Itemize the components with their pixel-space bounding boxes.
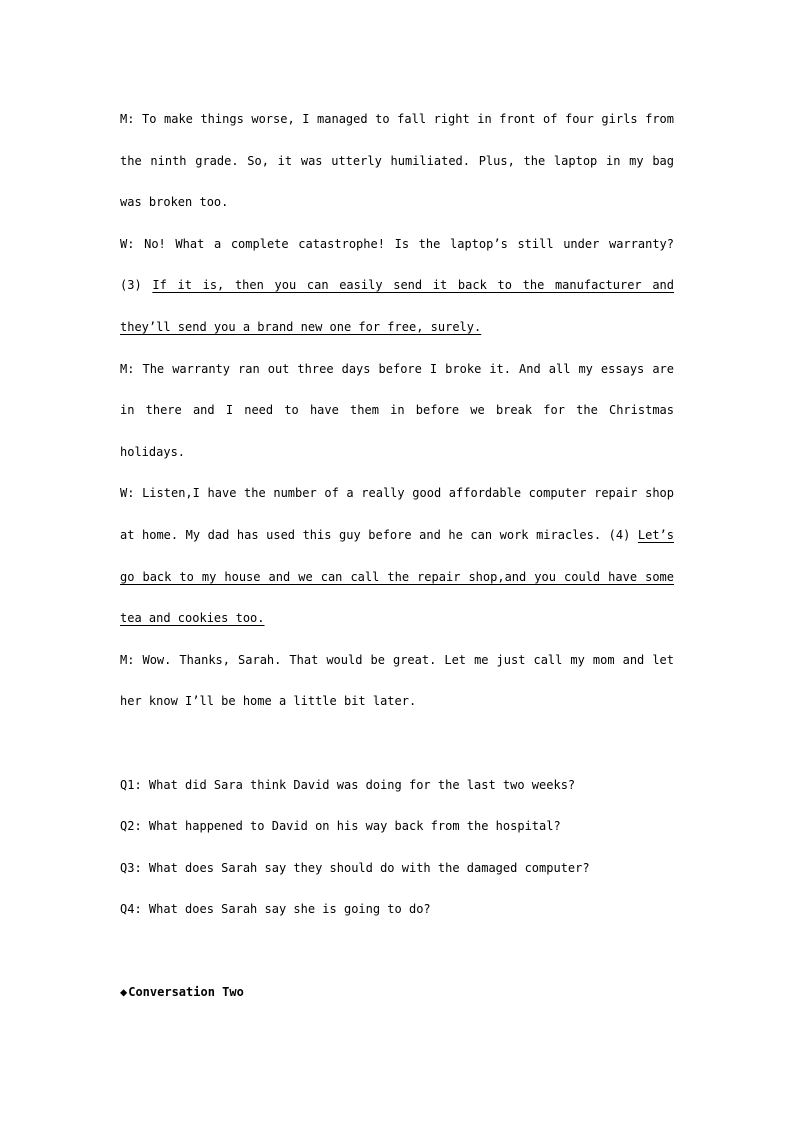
dialogue-line-w2 bbox=[120, 473, 674, 639]
spacer bbox=[120, 931, 674, 973]
document-page bbox=[120, 99, 674, 1014]
dialogue-line-m3 bbox=[120, 640, 674, 723]
dialogue-text: M: Wow. Thanks, Sarah. That would be great. Let me just call my mom and let her know I’ll be home a little bit later. bbox=[120, 652, 674, 709]
dialogue-text: M: To make things worse, I managed to fall right in front of four girls from the ninth grade. So, it was utterly humiliated. Plus, the laptop in my bag was broken too. bbox=[120, 112, 674, 210]
dialogue-line-w1 bbox=[120, 224, 674, 349]
question-1: Q1: What did Sara think David was doing for the last two weeks? bbox=[120, 777, 576, 792]
underlined-answer-3: If it is, then you can easily send it back to the manufacturer and they’ll send you a brand new one for free, surely. bbox=[120, 278, 675, 334]
question-2: Q2: What happened to David on his way back from the hospital? bbox=[120, 819, 561, 834]
spacer bbox=[120, 723, 674, 765]
dialogue-text: W: Listen,I have the number of a really good affordable computer repair shop at home. My dad has used this guy before and he can work miracles. (4) bbox=[120, 486, 674, 542]
dialogue-line-m2 bbox=[120, 349, 674, 474]
section-title: Conversation Two bbox=[128, 985, 244, 1000]
dialogue-text: W: No! What a complete catastrophe! Is the laptop’s still under warranty? (3) bbox=[120, 236, 674, 293]
dialogue-line-m1 bbox=[120, 99, 674, 224]
question-4: Q4: What does Sarah say she is going to do? bbox=[120, 902, 431, 917]
dialogue-text: M: The warranty ran out three days before I broke it. And all my essays are in there and I need to have them in before we break for the Christmas holidays. bbox=[120, 361, 674, 459]
diamond-bullet-icon: ◆ bbox=[120, 985, 128, 1000]
underlined-answer-4: Let’s go back to my house and we can call the repair shop,and you could have some tea and cookies too. bbox=[120, 527, 674, 626]
question-3: Q3: What does Sarah say they should do with the damaged computer? bbox=[120, 860, 590, 875]
section-heading bbox=[120, 972, 674, 1014]
